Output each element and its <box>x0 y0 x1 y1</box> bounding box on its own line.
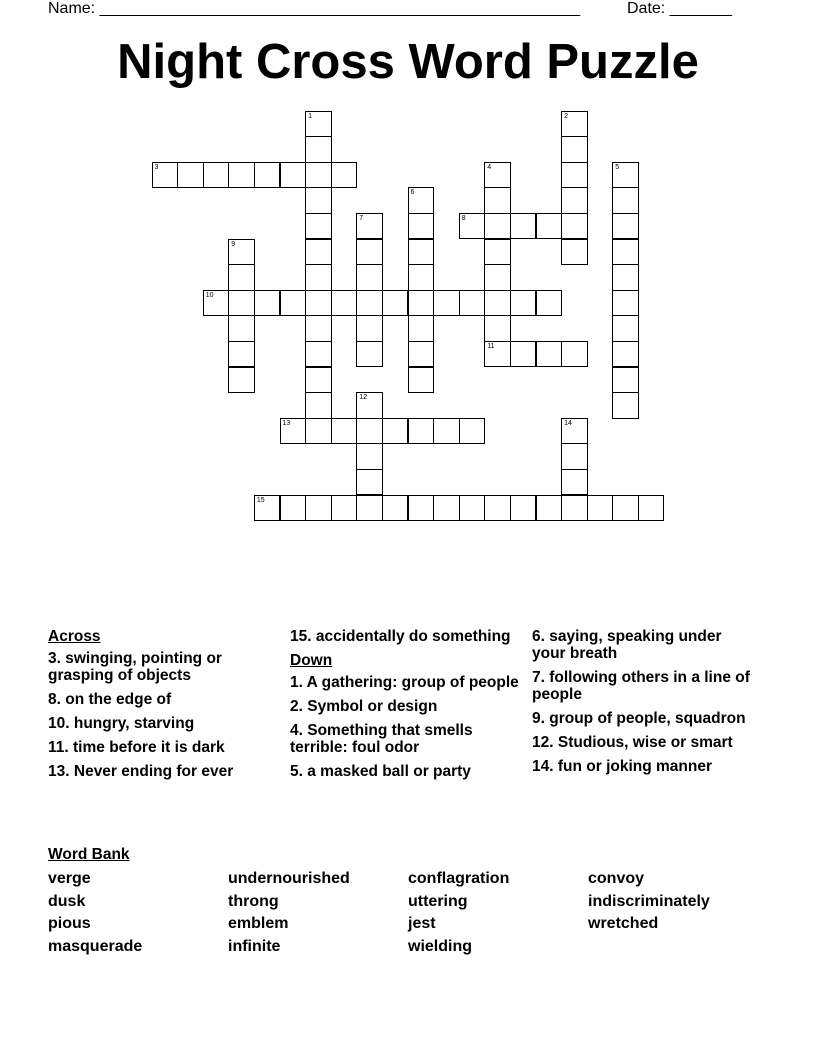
grid-cell[interactable] <box>484 213 511 240</box>
grid-cell[interactable] <box>305 418 332 445</box>
grid-cell[interactable] <box>433 418 460 445</box>
grid-cell[interactable] <box>356 341 383 368</box>
grid-cell[interactable] <box>305 213 332 240</box>
clue-across-8: 8. on the edge of <box>48 691 172 708</box>
grid-cell[interactable] <box>510 341 537 368</box>
grid-cell[interactable] <box>356 264 383 291</box>
grid-cell[interactable] <box>484 187 511 214</box>
grid-cell[interactable] <box>356 239 383 266</box>
grid-cell[interactable] <box>484 290 511 317</box>
grid-cell[interactable] <box>254 162 281 189</box>
grid-cell[interactable] <box>305 264 332 291</box>
grid-cell[interactable] <box>408 187 435 214</box>
name-label: Name: <box>48 0 96 17</box>
cell-number: 2 <box>564 112 568 120</box>
grid-cell[interactable] <box>280 290 307 317</box>
grid-cell[interactable] <box>561 495 588 522</box>
grid-cell[interactable] <box>484 495 511 522</box>
page-title: Night Cross Word Puzzle <box>117 35 699 89</box>
word-bank-word: throng <box>228 892 279 910</box>
grid-cell[interactable] <box>203 290 230 317</box>
clue-across-13: 13. Never ending for ever <box>48 763 234 780</box>
grid-cell[interactable] <box>612 187 639 214</box>
grid-cell[interactable] <box>305 187 332 214</box>
across-title: Across <box>48 628 101 645</box>
word-bank-word: wielding <box>408 937 472 955</box>
word-bank-word: convoy <box>588 870 645 887</box>
grid-cell[interactable] <box>510 495 537 522</box>
grid-cell[interactable] <box>408 315 435 342</box>
word-bank-word: undernourished <box>228 870 350 887</box>
grid-cell[interactable] <box>228 290 255 317</box>
word-bank-word: jest <box>408 915 436 932</box>
grid-cell[interactable] <box>408 418 435 445</box>
grid-cell[interactable] <box>408 264 435 291</box>
grid-cell[interactable] <box>612 162 639 189</box>
grid-cell[interactable] <box>331 290 358 317</box>
word-bank-word: indiscriminately <box>588 892 710 910</box>
grid-cell[interactable] <box>356 315 383 342</box>
grid-cell[interactable] <box>331 495 358 522</box>
grid-cell[interactable] <box>280 162 307 189</box>
grid-cell[interactable] <box>280 418 307 445</box>
grid-cell[interactable] <box>587 495 614 522</box>
word-bank-column-1 <box>48 868 142 958</box>
grid-cell[interactable] <box>459 290 486 317</box>
word-bank-word: conflagration <box>408 870 510 887</box>
clue-down-7: 7. following others in a line of people <box>532 669 750 703</box>
cell-number: 10 <box>205 291 214 299</box>
grid-cell[interactable] <box>459 418 486 445</box>
clue-down-1: 1. A gathering: group of people <box>290 674 519 691</box>
word-bank-column-3 <box>408 868 509 958</box>
grid-cell[interactable] <box>612 290 639 317</box>
grid-cell[interactable] <box>356 469 383 496</box>
grid-cell[interactable] <box>152 162 179 189</box>
grid-cell[interactable] <box>638 495 665 522</box>
clue-down-9: 9. group of people, squadron <box>532 710 746 727</box>
grid-cell[interactable] <box>228 162 255 189</box>
name-blank: ______________________________________________________ <box>99 0 581 17</box>
grid-cell[interactable] <box>408 495 435 522</box>
grid-cell[interactable] <box>561 111 588 138</box>
grid-cell[interactable] <box>356 495 383 522</box>
grid-cell[interactable] <box>612 392 639 419</box>
grid-cell[interactable] <box>228 315 255 342</box>
grid-cell[interactable] <box>484 341 511 368</box>
word-bank-word: uttering <box>408 892 468 910</box>
clue-across-11: 11. time before it is dark <box>48 739 225 756</box>
grid-cell[interactable] <box>203 162 230 189</box>
date-blank: _______ <box>669 0 732 17</box>
grid-cell[interactable] <box>305 111 332 138</box>
cell-number: 1 <box>308 112 312 120</box>
cell-number: 7 <box>359 214 364 222</box>
grid-cell[interactable] <box>408 239 435 266</box>
word-bank-word: masquerade <box>48 937 143 955</box>
grid-cell[interactable] <box>459 213 486 240</box>
clue-across-3: 3. swinging, pointing or grasping of objects <box>48 650 222 684</box>
cell-number: 5 <box>615 163 620 171</box>
grid-cell[interactable] <box>484 239 511 266</box>
grid-cell[interactable] <box>331 418 358 445</box>
cell-number: 6 <box>410 189 415 197</box>
grid-cell[interactable] <box>228 239 255 266</box>
grid-cell[interactable] <box>228 264 255 291</box>
clue-down-2: 2. Symbol or design <box>290 698 438 715</box>
cell-number: 8 <box>461 214 466 222</box>
cell-number: 12 <box>359 394 368 402</box>
cell-number: 11 <box>487 342 495 350</box>
cell-number: 14 <box>564 419 572 427</box>
word-bank-word: pious <box>48 915 91 932</box>
grid-cell[interactable] <box>356 213 383 240</box>
grid-cell[interactable] <box>561 418 588 445</box>
grid-cell[interactable] <box>305 162 332 189</box>
grid-cell[interactable] <box>305 239 332 266</box>
grid-cell[interactable] <box>228 341 255 368</box>
grid-cell[interactable] <box>510 290 537 317</box>
word-bank-word: wretched <box>588 915 659 932</box>
word-bank-title: Word Bank <box>48 846 130 863</box>
clue-down-12: 12. Studious, wise or smart <box>532 734 733 751</box>
grid-cell[interactable] <box>536 495 563 522</box>
word-bank-word: verge <box>48 870 91 887</box>
grid-cell[interactable] <box>382 418 409 445</box>
grid-cell[interactable] <box>305 341 332 368</box>
word-bank-word: dusk <box>48 892 86 910</box>
grid-cell[interactable] <box>433 290 460 317</box>
grid-cell[interactable] <box>254 290 281 317</box>
grid-cell[interactable] <box>382 290 409 317</box>
grid-cell[interactable] <box>356 392 383 419</box>
grid-cell[interactable] <box>356 418 383 445</box>
word-bank-column-4 <box>588 868 710 936</box>
grid-cell[interactable] <box>561 469 588 496</box>
grid-cell[interactable] <box>612 367 639 394</box>
grid-cell[interactable] <box>484 264 511 291</box>
word-bank-column-2 <box>228 868 350 958</box>
grid-cell[interactable] <box>536 290 563 317</box>
grid-cell[interactable] <box>612 239 639 266</box>
clue-across-15: 15. accidentally do something <box>290 628 511 645</box>
grid-cell[interactable] <box>561 443 588 470</box>
cell-number: 3 <box>154 163 159 171</box>
clue-down-6: 6. saying, speaking under your breath <box>532 628 722 662</box>
grid-cell[interactable] <box>561 239 588 266</box>
grid-cell[interactable] <box>331 162 358 189</box>
grid-cell[interactable] <box>408 341 435 368</box>
grid-cell[interactable] <box>561 213 588 240</box>
word-bank-word: emblem <box>228 915 289 932</box>
grid-cell[interactable] <box>484 315 511 342</box>
grid-cell[interactable] <box>356 290 383 317</box>
grid-cell[interactable] <box>612 495 639 522</box>
clue-across-10: 10. hungry, starving <box>48 715 195 732</box>
cell-number: 15 <box>256 496 265 504</box>
grid-cell[interactable] <box>305 315 332 342</box>
clue-down-5: 5. a masked ball or party <box>290 763 471 780</box>
grid-cell[interactable] <box>408 367 435 394</box>
grid-cell[interactable] <box>356 443 383 470</box>
grid-cell[interactable] <box>561 341 588 368</box>
grid-cell[interactable] <box>305 392 332 419</box>
cell-number: 4 <box>487 163 492 171</box>
grid-cell[interactable] <box>536 341 563 368</box>
grid-cell[interactable] <box>612 264 639 291</box>
grid-cell[interactable] <box>305 495 332 522</box>
grid-cell[interactable] <box>484 162 511 189</box>
grid-cell[interactable] <box>408 213 435 240</box>
word-bank-word: infinite <box>228 937 281 955</box>
grid-cell[interactable] <box>305 136 332 163</box>
grid-cell[interactable] <box>561 187 588 214</box>
grid-cell[interactable] <box>536 213 563 240</box>
grid-cell[interactable] <box>433 495 460 522</box>
grid-cell[interactable] <box>459 495 486 522</box>
grid-cell[interactable] <box>305 367 332 394</box>
clues-column-1 <box>48 628 268 787</box>
cell-number: 9 <box>231 240 236 248</box>
clues-column-3 <box>532 628 754 782</box>
date-label: Date: <box>627 0 666 17</box>
grid-cell[interactable] <box>280 495 307 522</box>
grid-cell[interactable] <box>561 162 588 189</box>
grid-cell[interactable] <box>612 213 639 240</box>
clue-down-4: 4. Something that smells terrible: foul odor <box>290 722 473 756</box>
down-title: Down <box>290 652 333 669</box>
grid-cell[interactable] <box>382 495 409 522</box>
clue-down-14: 14. fun or joking manner <box>532 758 713 775</box>
grid-cell[interactable] <box>510 213 537 240</box>
clues-column-2 <box>290 628 522 787</box>
grid-cell[interactable] <box>408 290 435 317</box>
grid-cell[interactable] <box>228 367 255 394</box>
grid-cell[interactable] <box>254 495 281 522</box>
grid-cell[interactable] <box>612 315 639 342</box>
grid-cell[interactable] <box>612 341 639 368</box>
grid-cell[interactable] <box>177 162 204 189</box>
grid-cell[interactable] <box>305 290 332 317</box>
grid-cell[interactable] <box>561 136 588 163</box>
cell-number: 13 <box>282 419 291 427</box>
